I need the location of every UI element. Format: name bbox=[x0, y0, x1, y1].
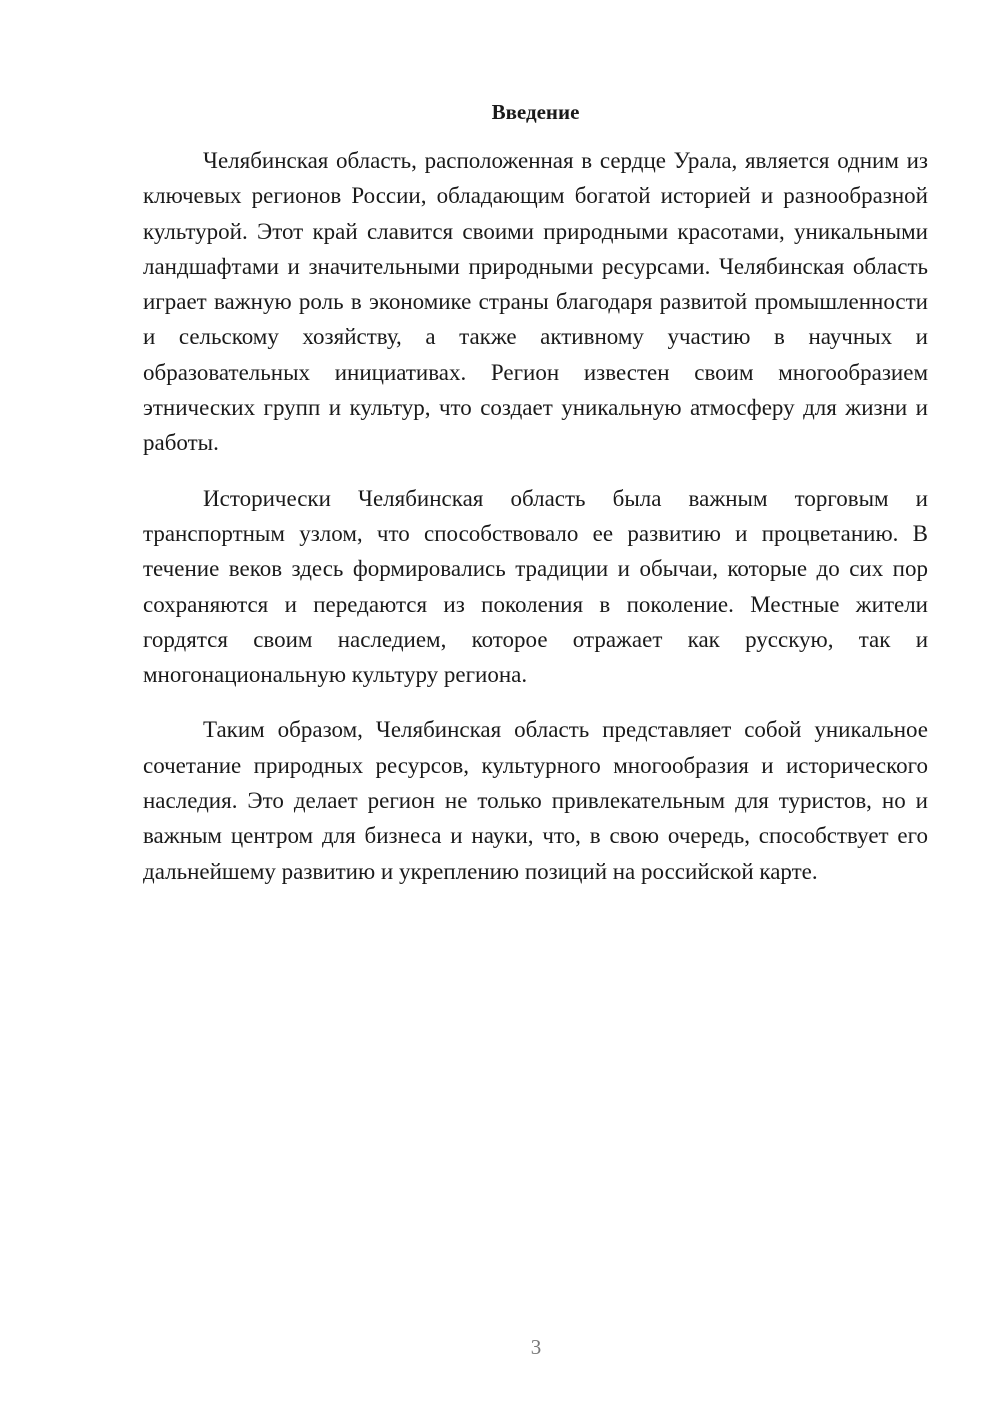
document-body bbox=[143, 143, 928, 889]
page-title: Введение bbox=[491, 100, 580, 124]
paragraph-3: Таким образом, Челябинская область представляет собой уникальное сочетание природных ресурсов, культурного многообразия и исторического наследия. Это делает регион не только привлекательным для туристов, но и важным центром для бизнеса и науки, что, в свою очередь, способствует его дальнейшему развитию и укреплению позиций на российской карте. bbox=[143, 717, 928, 884]
page-number: 3 bbox=[530, 1335, 542, 1359]
paragraph-1: Челябинская область, расположенная в сердце Урала, является одним из ключевых регионов России, обладающим богатой историей и разнообразной культурой. Этот край славится своими природными красотами, уникальными ландшафтами и значительными природными ресурсами. Челябинская область играет важную роль в экономике страны благодаря развитой промышленности и сельскому хозяйству, а также активному участию в научных и образовательных инициативах. Регион известен своим многообразием этнических групп и культур, что создает уникальную атмосферу для жизни и работы. bbox=[143, 148, 928, 456]
paragraph-2: Исторически Челябинская область была важным торговым и транспортным узлом, что способствовало ее развитию и процветанию. В течение веков здесь формировались традиции и обычаи, которые до сих пор сохраняются и передаются из поколения в поколение. Местные жители гордятся своим наследием, которое отражает как русскую, так и многонациональную культуру региона. bbox=[143, 485, 928, 688]
